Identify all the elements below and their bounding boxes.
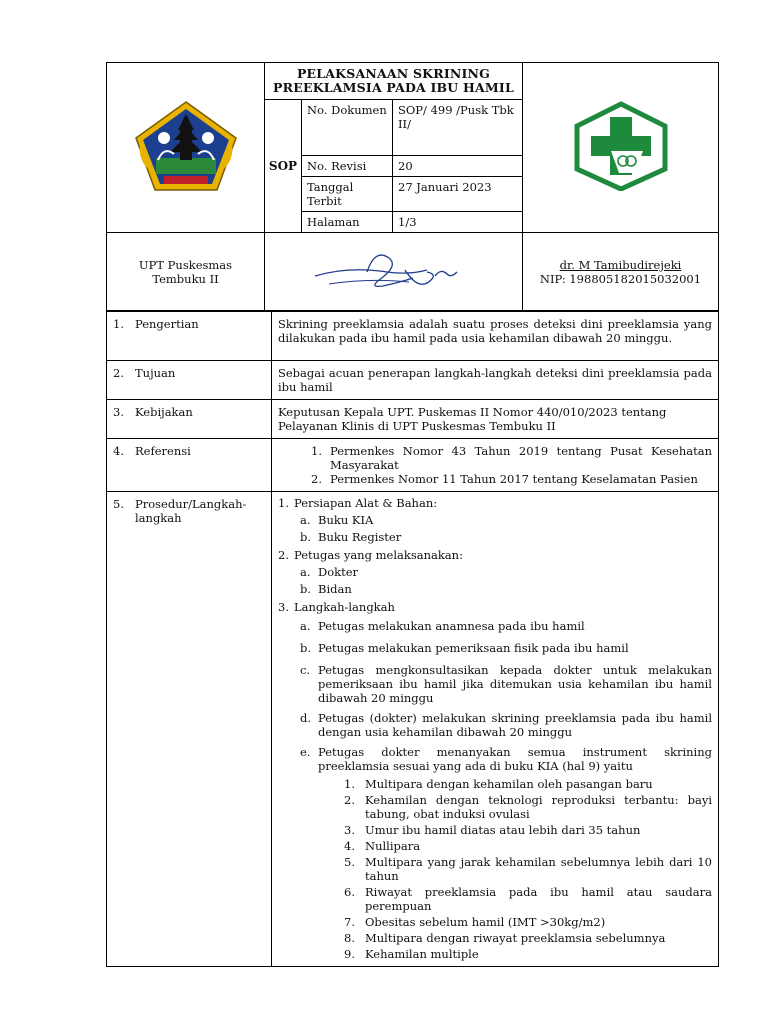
section-number: 3. [113,405,124,419]
criteria-item [333,931,712,945]
procedure-step [278,548,712,562]
section-label [107,400,272,439]
item-text: Permenkes Nomor 43 Tahun 2019 tentang Pusat Kesehatan Masyarakat [330,444,712,472]
criteria-item [333,839,712,853]
step-text: Langkah-langkah [294,600,395,614]
item-number: 9. [344,947,355,961]
puskesmas-logo-cell [523,63,719,233]
item-text: Obesitas sebelum hamil (IMT >30kg/m2) [365,915,606,929]
item-number: 3. [344,823,355,837]
item-text: Multipara yang jarak kehamilan sebelumnya lebih dari 10 tahun [365,855,712,883]
item-text: Umur ibu hamil diatas atau lebih dari 35 tahun [365,823,641,837]
item-number: 2. [311,472,322,486]
list-item [300,530,712,544]
list-item [300,565,712,579]
unit-name [107,233,265,311]
section-title: Referensi [135,444,191,458]
section-content: Sebagai acuan penerapan langkah-langkah deteksi dini preeklamsia pada ibu hamil [272,361,719,400]
section-label [107,439,272,492]
references-list [278,444,712,486]
item-text: Buku KIA [318,513,374,527]
item-letter: d. [300,711,312,725]
item-text: Dokter [318,565,359,579]
item-letter: a. [300,565,311,579]
step-text: Persiapan Alat & Bahan: [294,496,438,510]
list-item [300,513,712,527]
item-number: 6. [344,885,355,899]
item-text: Multipara dengan riwayat preeklamsia sebelumnya [365,931,666,945]
header-table [106,62,719,311]
criteria-item [333,915,712,929]
meta-key: No. Revisi [302,156,393,177]
step-number: 2. [278,548,289,562]
step-text: Petugas yang melaksanakan: [294,548,463,562]
item-text: Buku Register [318,530,402,544]
section-number: 2. [113,366,124,380]
item-text: Petugas dokter menanyakan semua instrument skrining preeklamsia sesuai yang ada di buku KIA (hal 9) yaitu [318,745,712,773]
section-number: 1. [113,317,124,331]
meta-key: Halaman [302,212,393,233]
item-letter: a. [300,513,311,527]
criteria-item [333,823,712,837]
list-item [300,711,712,739]
regency-logo-cell [107,63,265,233]
signature-cell [265,233,523,311]
section-title: Tujuan [135,366,176,380]
item-letter: b. [300,530,312,544]
meta-value: SOP/ 499 /Pusk Tbk II/ [393,100,523,156]
section-content: Skrining preeklamsia adalah suatu proses deteksi dini preeklamsia yang dilakukan pada ibu hamil pada usia kehamilan dibawah 20 minggu. [272,312,719,361]
item-letter: e. [300,745,311,759]
item-number: 5. [344,855,355,869]
meta-value: 27 Januari 2023 [393,177,523,212]
procedure-step [278,496,712,510]
criteria-item [333,855,712,883]
puskesmas-logo-icon [573,101,669,191]
references-content [272,439,719,492]
section-title: Kebijakan [135,405,193,419]
meta-value: 1/3 [393,212,523,233]
item-text: Petugas mengkonsultasikan kepada dokter untuk melakukan pemeriksaan ibu hamil jika ditemukan usia kehamilan ibu hamil dibawah 20 minggu [318,663,712,705]
criteria-item [333,793,712,821]
item-number: 4. [344,839,355,853]
step-number: 3. [278,600,289,614]
signatory-nip: NIP: 198805182015032001 [539,271,702,286]
item-letter: a. [300,619,311,633]
regency-emblem-icon [134,100,238,192]
criteria-item [333,885,712,913]
meta-key: Tanggal Terbit [302,177,393,212]
item-text: Bidan [318,582,352,596]
content-table [106,311,719,967]
item-text: Permenkes Nomor 11 Tahun 2017 tentang Keselamatan Pasien [330,472,698,486]
item-text: Petugas melakukan pemeriksaan fisik pada ibu hamil [318,641,629,655]
step-number: 1. [278,496,289,510]
item-number: 8. [344,931,355,945]
list-item [300,582,712,596]
list-item [300,663,712,705]
list-item [300,619,712,633]
item-number: 1. [311,444,322,458]
list-item [278,444,712,472]
section-label [107,492,272,967]
criteria-item [333,777,712,791]
item-text: Petugas (dokter) melakukan skrining preeklamsia pada ibu hamil dengan usia kehamilan dibawah 20 minggu [318,711,712,739]
item-number: 1. [344,777,355,791]
item-letter: b. [300,641,312,655]
item-letter: c. [300,663,311,677]
signature-icon [309,242,479,298]
section-title: Prosedur/Langkah-langkah [135,497,247,525]
criteria-item [333,947,712,961]
signatory [523,233,719,311]
procedure-step [278,600,712,614]
item-text: Nullipara [365,839,421,853]
item-text: Riwayat preeklamsia pada ibu hamil atau saudara perempuan [365,885,712,913]
item-letter: b. [300,582,312,596]
list-item [300,745,712,773]
meta-value: 20 [393,156,523,177]
section-label [107,361,272,400]
item-text: Kehamilan dengan teknologi reproduksi terbantu: bayi tabung, obat induksi ovulasi [365,793,712,821]
sop-document [106,62,719,967]
section-title: Pengertian [135,317,199,331]
list-item [300,641,712,655]
sop-label: SOP [265,100,302,233]
list-item [278,472,712,486]
section-number: 4. [113,444,124,458]
meta-key: No. Dokumen [302,100,393,156]
item-text: Kehamilan multiple [365,947,479,961]
unit-name-text: UPT Puskesmas Tembuku II [138,257,233,286]
section-label [107,312,272,361]
procedure-content [272,492,719,967]
item-text: Petugas melakukan anamnesa pada ibu hamil [318,619,585,633]
signatory-name: dr. M Tamibudirejeki [559,257,682,272]
item-number: 7. [344,915,355,929]
item-text: Multipara dengan kehamilan oleh pasangan baru [365,777,653,791]
item-number: 2. [344,793,355,807]
section-content: Keputusan Kepala UPT. Puskemas II Nomor 440/010/2023 tentang Pelayanan Klinis di UPT Puskesmas Tembuku II [272,400,719,439]
document-title: PELAKSANAAN SKRINING PREEKLAMSIA PADA IBU HAMIL [265,63,523,100]
section-number: 5. [113,497,124,511]
